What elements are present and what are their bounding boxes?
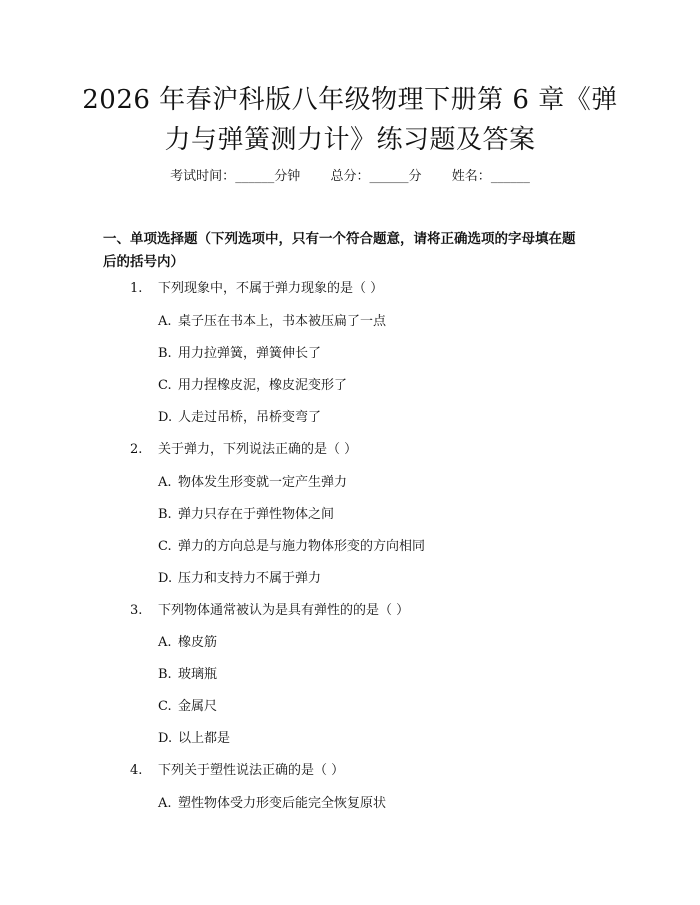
question-2-option-a bbox=[158, 473, 347, 493]
question-4-option-a bbox=[158, 794, 386, 814]
question-2-option-d bbox=[158, 569, 321, 589]
option-text: 压力和支持力不属于弹力 bbox=[178, 571, 322, 586]
option-key: D. bbox=[158, 731, 173, 746]
option-key: A. bbox=[158, 314, 172, 329]
question-3-option-a bbox=[158, 633, 217, 653]
option-text: 橡皮筋 bbox=[178, 635, 218, 650]
question-3 bbox=[130, 601, 409, 621]
score-unit: 分 bbox=[408, 169, 422, 184]
document-title bbox=[60, 80, 640, 160]
question-text: 下列现象中，不属于弹力现象的是（ ） bbox=[158, 281, 384, 296]
section-heading-line-1: 一、单项选择题（下列选项中，只有一个符合题意，请将正确选项的字母填在题 bbox=[103, 231, 576, 247]
title-line-2: 力与弹簧测力计》练习题及答案 bbox=[164, 125, 536, 155]
name-label: 姓名： bbox=[451, 169, 491, 184]
time-unit: 分钟 bbox=[274, 169, 301, 184]
question-1-option-b bbox=[158, 344, 321, 364]
question-text: 下列物体通常被认为是具有弹性的的是（ ） bbox=[158, 603, 410, 618]
section-heading-line-2: 后的括号内） bbox=[103, 254, 184, 270]
option-key: C. bbox=[158, 539, 172, 554]
option-text: 金属尺 bbox=[178, 699, 218, 714]
option-key: A. bbox=[158, 635, 172, 650]
question-3-option-b bbox=[158, 665, 217, 685]
option-text: 人走过吊桥，吊桥变弯了 bbox=[178, 410, 322, 425]
option-key: B. bbox=[158, 667, 172, 682]
question-1-option-c bbox=[158, 376, 347, 396]
option-text: 物体发生形变就一定产生弹力 bbox=[178, 475, 348, 490]
exam-meta bbox=[0, 167, 700, 187]
question-3-option-c bbox=[158, 697, 217, 717]
option-text: 弹力的方向总是与施力物体形变的方向相同 bbox=[178, 539, 426, 554]
question-2 bbox=[130, 440, 357, 460]
question-number: 3. bbox=[130, 603, 143, 618]
section-heading bbox=[103, 228, 603, 274]
option-key: C. bbox=[158, 699, 172, 714]
score-blank: ______ bbox=[369, 169, 409, 184]
time-label: 考试时间： bbox=[170, 169, 236, 184]
question-3-option-d bbox=[158, 729, 230, 749]
option-key: D. bbox=[158, 571, 173, 586]
option-text: 以上都是 bbox=[178, 731, 231, 746]
question-number: 4. bbox=[130, 763, 143, 778]
option-key: B. bbox=[158, 507, 172, 522]
option-key: B. bbox=[158, 346, 172, 361]
option-text: 弹力只存在于弹性物体之间 bbox=[178, 507, 335, 522]
option-text: 桌子压在书本上，书本被压扁了一点 bbox=[178, 314, 387, 329]
question-1 bbox=[130, 279, 383, 299]
title-line-1: 2026 年春沪科版八年级物理下册第 6 章《弹 bbox=[82, 85, 618, 115]
score-label: 总分： bbox=[330, 169, 370, 184]
question-text: 关于弹力，下列说法正确的是（ ） bbox=[158, 442, 358, 457]
question-text: 下列关于塑性说法正确的是（ ） bbox=[158, 763, 345, 778]
question-2-option-c bbox=[158, 537, 425, 557]
question-number: 1. bbox=[130, 281, 143, 296]
option-key: A. bbox=[158, 475, 172, 490]
option-text: 用力捏橡皮泥，橡皮泥变形了 bbox=[178, 378, 348, 393]
option-text: 塑性物体受力形变后能完全恢复原状 bbox=[178, 796, 387, 811]
option-text: 玻璃瓶 bbox=[178, 667, 218, 682]
question-1-option-d bbox=[158, 408, 321, 428]
question-4 bbox=[130, 761, 344, 781]
option-key: D. bbox=[158, 410, 173, 425]
time-blank: ______ bbox=[235, 169, 275, 184]
option-key: C. bbox=[158, 378, 172, 393]
question-2-option-b bbox=[158, 505, 334, 525]
question-1-option-a bbox=[158, 312, 386, 332]
name-blank: ______ bbox=[490, 169, 530, 184]
option-key: A. bbox=[158, 796, 172, 811]
option-text: 用力拉弹簧，弹簧伸长了 bbox=[178, 346, 322, 361]
question-number: 2. bbox=[130, 442, 143, 457]
